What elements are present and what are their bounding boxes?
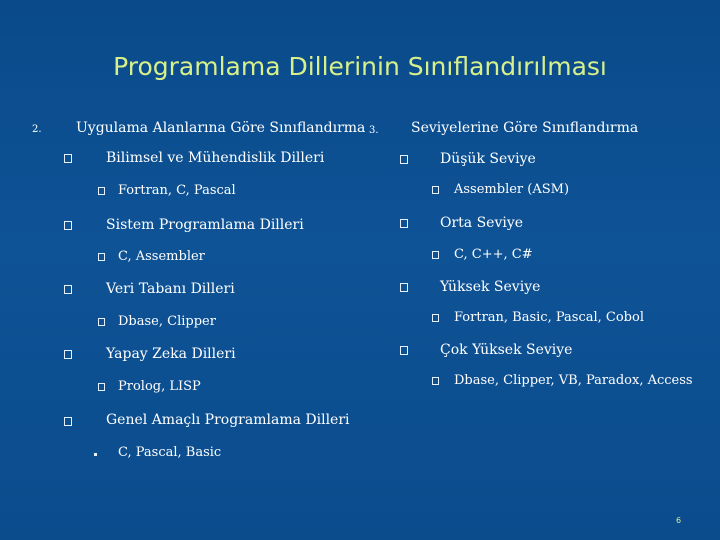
checkbox-bullet-icon	[64, 285, 72, 294]
left-section-number: 2.	[32, 124, 42, 135]
right-group-label: Çok Yüksek Seviye	[440, 342, 573, 358]
left-group-example: C, Assembler	[118, 249, 205, 264]
left-group-example: Fortran, C, Pascal	[118, 183, 236, 198]
left-section-heading: Uygulama Alanlarına Göre Sınıflandırma	[76, 120, 366, 136]
right-section-number: 3.	[369, 125, 379, 136]
right-group-label: Orta Seviye	[440, 215, 524, 231]
left-group-example: Dbase, Clipper	[118, 314, 216, 329]
checkbox-bullet-icon	[98, 383, 105, 391]
page-number: 6	[676, 516, 682, 525]
right-group-example: Assembler (ASM)	[454, 182, 570, 197]
checkbox-bullet-icon	[432, 377, 439, 385]
right-group-label: Düşük Seviye	[440, 151, 536, 167]
checkbox-bullet-icon	[64, 417, 72, 426]
right-group-label: Yüksek Seviye	[440, 279, 541, 295]
left-group-example: C, Pascal, Basic	[118, 445, 222, 460]
square-bullet-icon	[94, 453, 97, 456]
checkbox-bullet-icon	[400, 346, 408, 355]
left-group-label: Veri Tabanı Dilleri	[106, 281, 235, 297]
right-group-example: Fortran, Basic, Pascal, Cobol	[454, 310, 644, 325]
right-group-example: C, C++, C#	[454, 247, 533, 262]
checkbox-bullet-icon	[64, 154, 72, 163]
right-section-heading: Seviyelerine Göre Sınıflandırma	[411, 120, 639, 136]
right-group-example: Dbase, Clipper, VB, Paradox, Access	[454, 373, 693, 388]
checkbox-bullet-icon	[98, 318, 105, 326]
checkbox-bullet-icon	[64, 221, 72, 230]
left-group-label: Bilimsel ve Mühendislik Dilleri	[106, 150, 325, 166]
checkbox-bullet-icon	[432, 314, 439, 322]
checkbox-bullet-icon	[400, 283, 408, 292]
slide-title: Programlama Dillerinin Sınıflandırılması	[113, 52, 607, 81]
left-group-example: Prolog, LISP	[118, 379, 201, 394]
checkbox-bullet-icon	[400, 155, 408, 164]
checkbox-bullet-icon	[432, 251, 439, 259]
left-group-label: Sistem Programlama Dilleri	[106, 217, 304, 233]
checkbox-bullet-icon	[432, 186, 439, 194]
checkbox-bullet-icon	[400, 219, 408, 228]
checkbox-bullet-icon	[64, 350, 72, 359]
checkbox-bullet-icon	[98, 187, 105, 195]
checkbox-bullet-icon	[98, 253, 105, 261]
left-group-label: Yapay Zeka Dilleri	[106, 346, 236, 362]
left-group-label: Genel Amaçlı Programlama Dilleri	[106, 412, 350, 428]
